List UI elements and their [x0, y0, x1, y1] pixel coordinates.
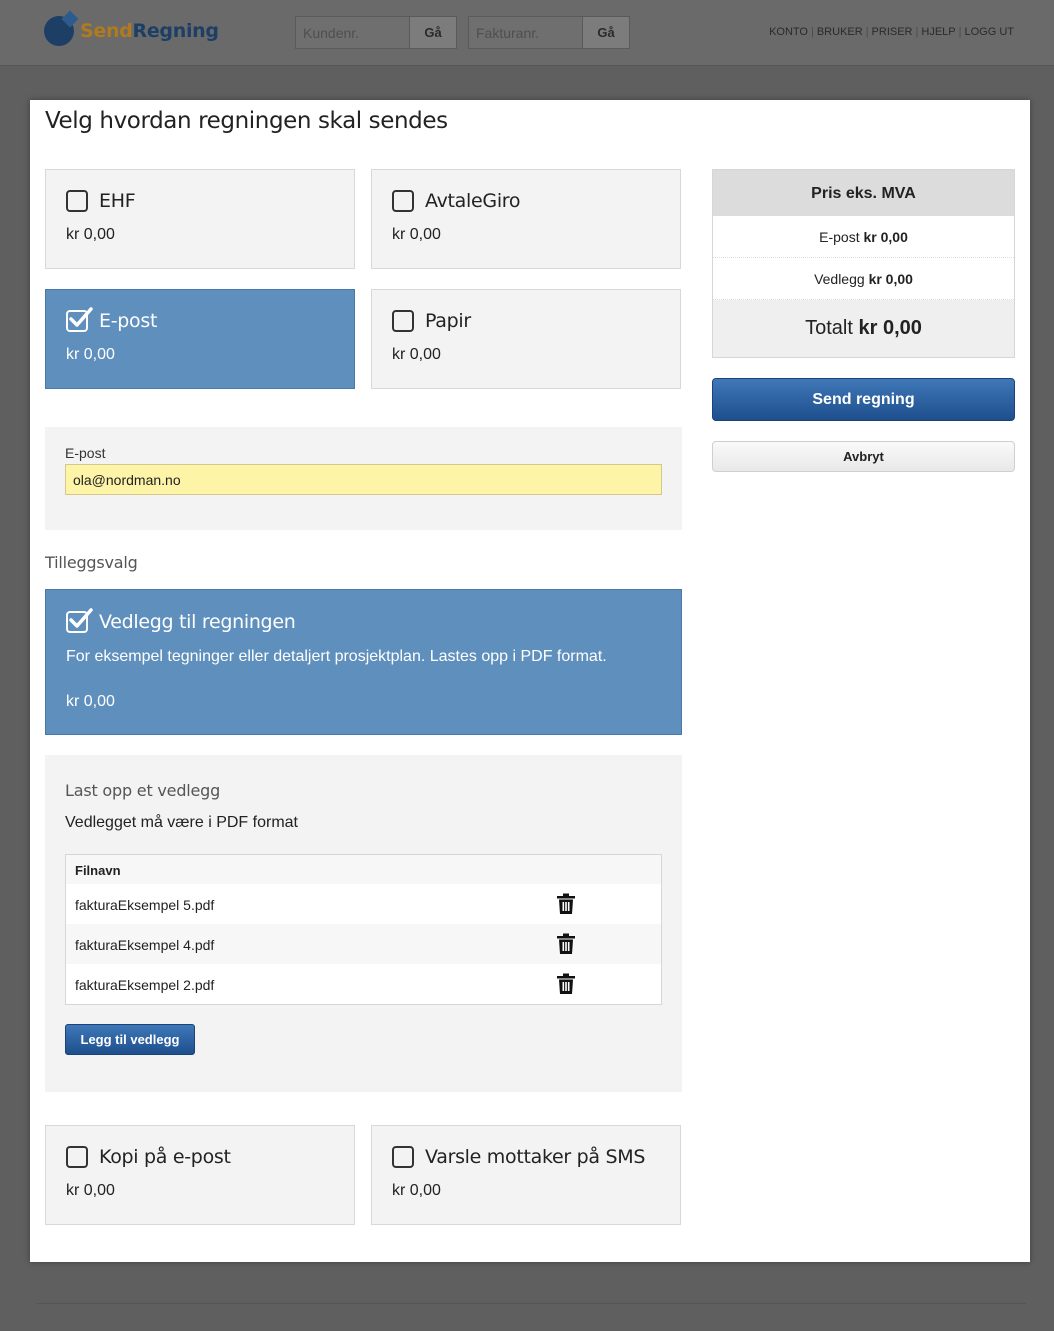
option-price: kr 0,00	[392, 346, 441, 363]
send-invoice-button[interactable]: Send regning	[712, 378, 1015, 421]
option-epost[interactable]	[45, 289, 355, 389]
trash-icon[interactable]	[556, 933, 576, 955]
extras-title: Tilleggsvalg	[45, 553, 138, 572]
logo-text: SendRegning	[80, 20, 219, 42]
option-papir[interactable]	[371, 289, 681, 389]
checkbox-icon	[66, 190, 88, 212]
cancel-button[interactable]: Avbryt	[712, 441, 1015, 472]
checkbox-icon	[392, 1146, 414, 1168]
nav-hjelp[interactable]: HJELP	[921, 26, 956, 38]
checkbox-checked-icon	[66, 310, 88, 332]
option-sms-notify[interactable]	[371, 1125, 681, 1225]
option-price: kr 0,00	[392, 1182, 441, 1199]
upload-note: Vedlegget må være i PDF format	[65, 814, 298, 831]
logo-icon	[44, 16, 74, 46]
page-title: Velg hvordan regningen skal sendes	[45, 108, 448, 134]
option-attachment[interactable]	[45, 589, 682, 735]
option-label: E-post	[99, 310, 158, 332]
table-row	[66, 924, 661, 964]
customer-search-button[interactable]: Gå	[409, 16, 457, 49]
file-name: fakturaEksempel 5.pdf	[75, 897, 215, 913]
invoice-search	[468, 16, 630, 49]
option-label: Vedlegg til regningen	[99, 611, 296, 633]
nav-konto[interactable]: KONTO	[769, 26, 808, 38]
column-header-filename: Filnavn	[66, 855, 661, 884]
email-field[interactable]	[65, 464, 662, 495]
option-ehf[interactable]	[45, 169, 355, 269]
option-label: AvtaleGiro	[425, 190, 521, 212]
table-row	[66, 884, 661, 924]
file-name: fakturaEksempel 4.pdf	[75, 937, 215, 953]
option-price: kr 0,00	[66, 1182, 115, 1199]
option-price: kr 0,00	[66, 226, 115, 243]
file-name: fakturaEksempel 2.pdf	[75, 977, 215, 993]
table-row	[66, 964, 661, 1004]
nav-logg-ut[interactable]: LOGG UT	[964, 26, 1014, 38]
nav-bruker[interactable]: BRUKER	[816, 26, 863, 38]
invoice-number-input[interactable]	[468, 16, 582, 49]
trash-icon[interactable]	[556, 973, 576, 995]
option-label: Varsle mottaker på SMS	[425, 1146, 646, 1168]
customer-number-input[interactable]	[295, 16, 409, 49]
email-label: E-post	[65, 445, 106, 461]
price-line-vedlegg: Vedlegg kr 0,00	[713, 258, 1014, 300]
price-total: Totalt kr 0,00	[805, 317, 922, 339]
checkbox-checked-icon	[66, 611, 88, 633]
add-attachment-button[interactable]: Legg til vedlegg	[65, 1024, 195, 1055]
option-price: kr 0,00	[392, 226, 441, 243]
top-nav: KONTO | BRUKER | PRISER | HJELP | LOGG UT	[769, 26, 1014, 38]
logo[interactable]	[44, 14, 219, 48]
option-price: kr 0,00	[66, 346, 115, 363]
email-section	[45, 427, 682, 530]
customer-search	[295, 16, 457, 49]
option-price: kr 0,00	[66, 693, 115, 710]
price-summary	[712, 169, 1015, 358]
price-summary-header: Pris eks. MVA	[713, 170, 1014, 216]
upload-title: Last opp et vedlegg	[65, 781, 221, 800]
top-bar	[0, 0, 1054, 66]
trash-icon[interactable]	[556, 893, 576, 915]
option-label: EHF	[99, 190, 136, 212]
invoice-search-button[interactable]: Gå	[582, 16, 630, 49]
send-invoice-dialog	[30, 100, 1030, 1262]
footer-divider	[36, 1303, 1026, 1304]
upload-section	[45, 755, 682, 1092]
option-label: Kopi på e-post	[99, 1146, 231, 1168]
checkbox-icon	[66, 1146, 88, 1168]
nav-priser[interactable]: PRISER	[871, 26, 913, 38]
file-table	[65, 854, 662, 1005]
checkbox-icon	[392, 190, 414, 212]
option-avtalegiro[interactable]	[371, 169, 681, 269]
option-description: For eksempel tegninger eller detaljert prosjektplan. Lastes opp i PDF format.	[66, 648, 607, 665]
option-copy-email[interactable]	[45, 1125, 355, 1225]
checkbox-icon	[392, 310, 414, 332]
option-label: Papir	[425, 310, 471, 332]
price-line-epost: E-post kr 0,00	[713, 216, 1014, 258]
